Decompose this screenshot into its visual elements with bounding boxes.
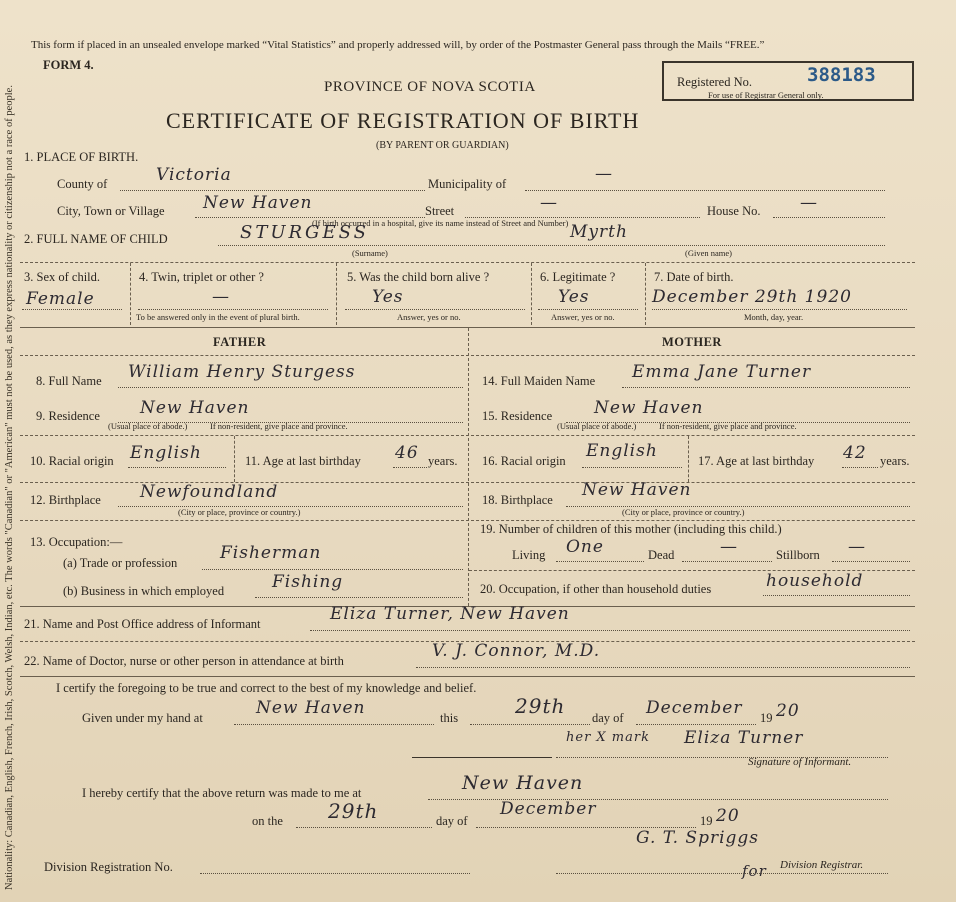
stillborn-label: Stillborn	[776, 548, 820, 562]
father-racial-label: 10. Racial origin	[30, 454, 114, 468]
informant-mark: her X mark	[566, 730, 650, 745]
registration-label: Registered No.	[677, 75, 752, 89]
registrar-for: for	[742, 862, 767, 880]
division-registrar-caption: Division Registrar.	[780, 859, 864, 871]
father-business-value: Fishing	[272, 572, 344, 592]
father-birthplace-value: Newfoundland	[140, 482, 279, 502]
father-racial-value: English	[130, 443, 202, 463]
father-age-label: 11. Age at last birthday	[245, 454, 361, 468]
certificate-subtitle: (BY PARENT OR GUARDIAN)	[376, 140, 509, 151]
hospital-note: (If birth occurred in a hospital, give its name instead of Street and Number)	[312, 218, 569, 228]
given-day: 29th	[515, 694, 566, 718]
mother-racial-label: 16. Racial origin	[482, 454, 566, 468]
registration-number: 388183	[807, 64, 876, 86]
surname-caption: (Surname)	[352, 248, 388, 258]
living-label: Living	[512, 548, 546, 562]
father-birthplace-note: (City or place, province or country.)	[178, 507, 301, 517]
registrar-day: 29th	[328, 799, 379, 823]
city-value: New Haven	[203, 193, 313, 213]
child-surname: STURGESS	[240, 222, 369, 243]
certificate-title: CERTIFICATE OF REGISTRATION OF BIRTH	[166, 108, 640, 133]
mother-racial-value: English	[586, 441, 658, 461]
side-note: Nationality: Canadian, English, French, Irish, Scotch, Welsh, Indian, etc. The words "Canadian" or "American" must not be used, as they express nationality or citizenship not a race of people.	[4, 85, 15, 890]
registrar-place: New Haven	[462, 772, 584, 794]
mother-name-value: Emma Jane Turner	[632, 362, 812, 382]
given-year-prefix: 19	[760, 711, 773, 725]
given-label: Given under my hand at	[82, 711, 203, 725]
registrar-statement: I hereby certify that the above return was made to me at	[82, 786, 362, 800]
child-given-name: Myrth	[570, 222, 628, 242]
given-month: December	[646, 698, 743, 718]
given-year-suffix: 20	[776, 701, 800, 721]
informant-value: Eliza Turner, New Haven	[330, 604, 570, 624]
children-label: 19. Number of children of this mother (including this child.)	[480, 522, 782, 536]
father-occupation-label: 13. Occupation:—	[30, 535, 123, 549]
mother-birthplace-note: (City or place, province or country.)	[622, 507, 745, 517]
mother-nonres-note: If non-resident, give place and province.	[659, 421, 797, 431]
informant-signature: Eliza Turner	[684, 728, 804, 748]
county-label: County of	[57, 177, 108, 191]
mother-heading: MOTHER	[662, 335, 722, 349]
father-residence-label: 9. Residence	[36, 409, 100, 423]
dead-value: —	[720, 537, 738, 557]
mother-occupation-value: household	[766, 571, 864, 591]
dob-note: Month, day, year.	[744, 312, 804, 322]
alive-label: 5. Was the child born alive ?	[347, 270, 490, 284]
mail-note: This form if placed in an unsealed envelope marked “Vital Statistics” and properly addressed will, by order of the Postmaster General pass through the Mails “FREE.”	[31, 39, 765, 51]
street-label: Street	[425, 204, 455, 218]
registrar-dayof-label: day of	[436, 814, 468, 828]
registration-note: For use of Registrar General only.	[708, 90, 824, 100]
father-name-label: 8. Full Name	[36, 374, 102, 388]
city-label: City, Town or Village	[57, 204, 165, 218]
form-number: FORM 4.	[43, 58, 94, 72]
mother-residence-label: 15. Residence	[482, 409, 553, 423]
father-name-value: William Henry Sturgess	[128, 362, 356, 382]
doctor-value: V. J. Connor, M.D.	[432, 641, 601, 661]
mother-occupation-label: 20. Occupation, if other than household duties	[480, 582, 712, 596]
registrar-year-prefix: 19	[700, 814, 713, 828]
street-value: —	[540, 193, 558, 213]
informant-label: 21. Name and Post Office address of Informant	[24, 617, 261, 631]
alive-value: Yes	[372, 287, 404, 307]
sex-value: Female	[26, 289, 95, 309]
place-of-birth-heading: 1. PLACE OF BIRTH.	[24, 150, 139, 164]
given-dayof-label: day of	[592, 711, 624, 725]
mother-years: years.	[880, 454, 910, 468]
dob-label: 7. Date of birth.	[654, 270, 734, 284]
municipality-value: —	[595, 164, 613, 184]
mother-birthplace-value: New Haven	[582, 480, 692, 500]
legitimate-note: Answer, yes or no.	[551, 312, 615, 322]
mother-residence-value: New Haven	[594, 398, 704, 418]
father-nonres-note: If non-resident, give place and province.	[210, 421, 348, 431]
father-business-label: (b) Business in which employed	[63, 584, 225, 598]
house-label: House No.	[707, 204, 761, 218]
twin-label: 4. Twin, triplet or other ?	[139, 270, 264, 284]
father-residence-value: New Haven	[140, 398, 250, 418]
dob-value: December 29th 1920	[652, 287, 852, 307]
province-title: PROVINCE OF NOVA SCOTIA	[324, 79, 536, 95]
registrar-month: December	[500, 799, 597, 819]
given-name-caption: (Given name)	[685, 248, 732, 258]
child-name-label: 2. FULL NAME OF CHILD	[24, 232, 168, 246]
registrar-on-the-label: on the	[252, 814, 283, 828]
twin-note: To be answered only in the event of plural birth.	[136, 312, 300, 322]
stillborn-value: —	[848, 537, 866, 557]
mother-abode-note: (Usual place of abode.)	[557, 421, 637, 431]
registrar-year-suffix: 20	[716, 806, 740, 826]
division-registration-label: Division Registration No.	[44, 860, 173, 874]
registrar-signature: G. T. Spriggs	[636, 828, 760, 848]
municipality-label: Municipality of	[428, 177, 507, 191]
father-abode-note: (Usual place of abode.)	[108, 421, 188, 431]
house-value: —	[800, 193, 818, 213]
doctor-label: 22. Name of Doctor, nurse or other person in attendance at birth	[24, 654, 344, 668]
certify-statement: I certify the foregoing to be true and correct to the best of my knowledge and belief.	[56, 681, 477, 695]
mother-age-label: 17. Age at last birthday	[698, 454, 815, 468]
dead-label: Dead	[648, 548, 675, 562]
father-years: years.	[428, 454, 458, 468]
legitimate-label: 6. Legitimate ?	[540, 270, 616, 284]
father-birthplace-label: 12. Birthplace	[30, 493, 101, 507]
twin-value: —	[212, 287, 230, 307]
given-place: New Haven	[256, 698, 366, 718]
mother-birthplace-label: 18. Birthplace	[482, 493, 553, 507]
registration-box	[662, 61, 914, 101]
informant-signature-caption: Signature of Informant.	[748, 756, 852, 768]
father-heading: FATHER	[213, 335, 267, 349]
father-trade-label: (a) Trade or profession	[63, 556, 178, 570]
legitimate-value: Yes	[558, 287, 590, 307]
county-value: Victoria	[156, 165, 232, 185]
father-trade-value: Fisherman	[220, 543, 322, 563]
father-age-value: 46	[395, 443, 419, 463]
living-value: One	[566, 537, 604, 557]
sex-label: 3. Sex of child.	[24, 270, 101, 284]
mother-name-label: 14. Full Maiden Name	[482, 374, 596, 388]
mother-age-value: 42	[843, 443, 867, 463]
this-label: this	[440, 711, 459, 725]
alive-note: Answer, yes or no.	[397, 312, 461, 322]
